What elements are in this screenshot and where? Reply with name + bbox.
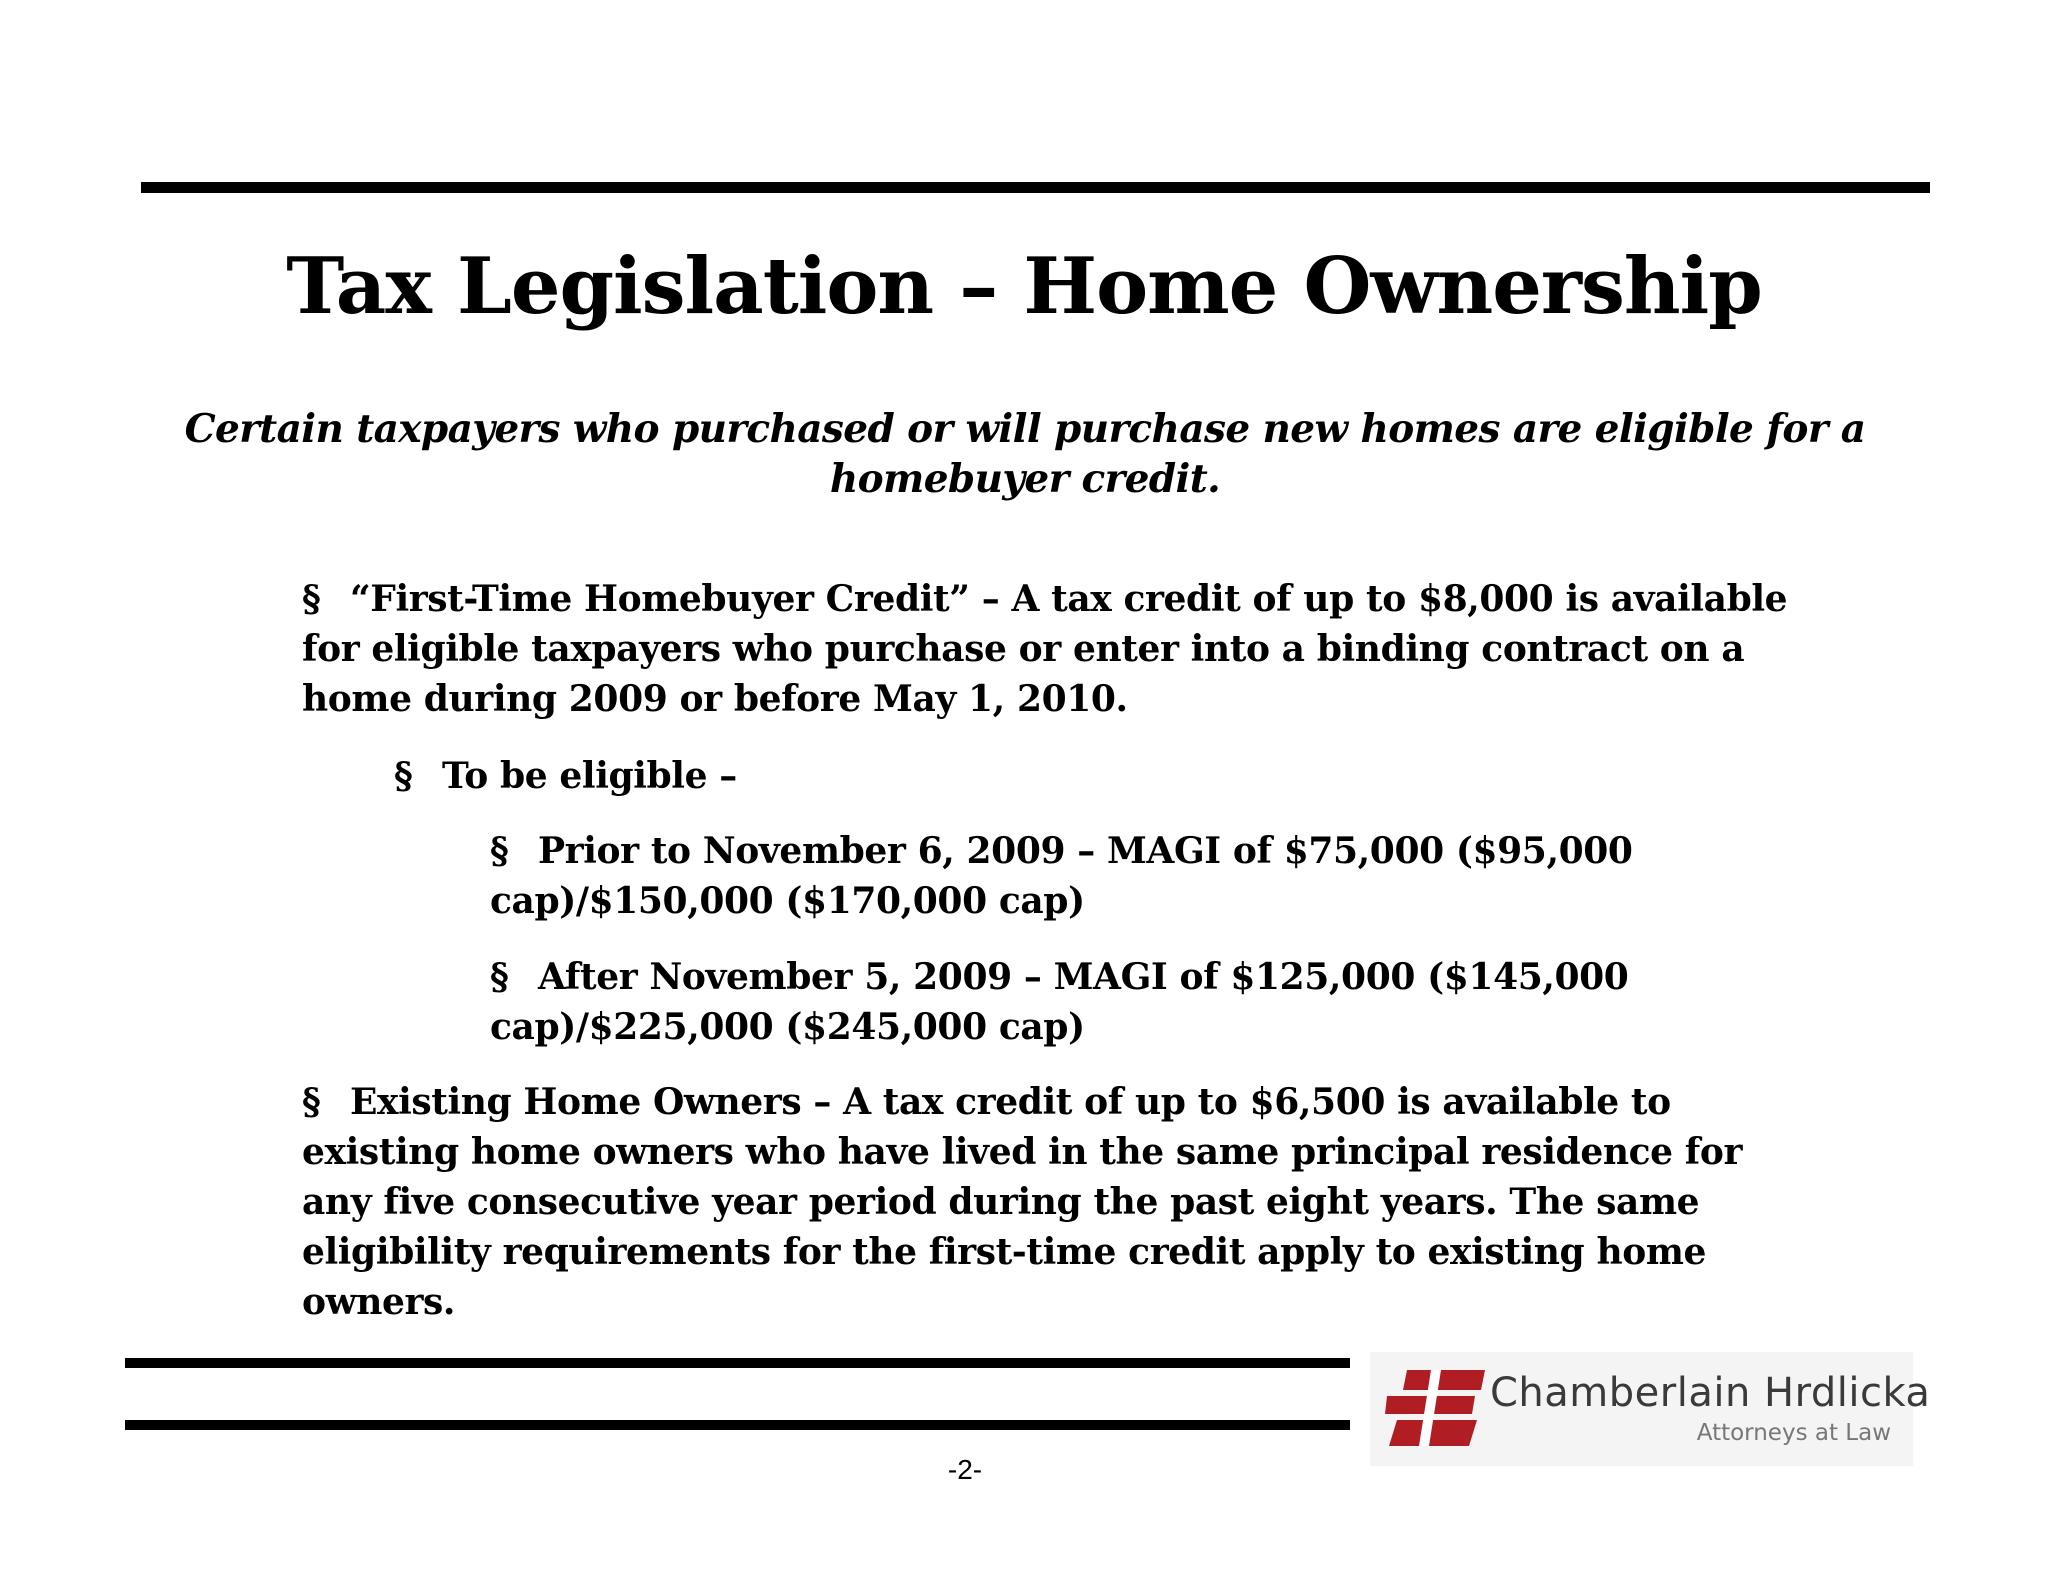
bullet-text: After November 5, 2009 – MAGI of $125,000 ($145,000 cap)/$225,000 ($245,000 cap) <box>490 956 1629 1048</box>
bullet-eligibility <box>394 751 994 801</box>
bullet-marker: § <box>490 956 509 998</box>
bullet-text: To be eligible – <box>442 755 737 797</box>
firm-logo <box>1370 1352 1931 1466</box>
bullet-marker: § <box>302 578 321 620</box>
bullet-existing-home-owners <box>302 1077 1802 1327</box>
bullet-prior-nov-6 <box>490 826 1870 926</box>
bullet-text: Existing Home Owners – A tax credit of up to $6,500 is available to existing home owners who have lived in the same principal residence for any five consecutive year period during the past eight years. The same eligibility requirements for the first-time credit apply to existing home owners. <box>302 1081 1743 1323</box>
bullet-marker: § <box>490 830 509 872</box>
bullet-marker: § <box>302 1081 321 1123</box>
logo-mark-icon <box>1385 1366 1485 1450</box>
top-rule <box>141 182 1930 193</box>
logo-tagline: Attorneys at Law <box>1696 1420 1891 1446</box>
bullet-text: “First-Time Homebuyer Credit” – A tax credit of up to $8,000 is available for eligible taxpayers who purchase or enter into a binding contract on a home during 2009 or before May 1, 2010. <box>302 578 1788 720</box>
bullet-after-nov-5 <box>490 952 1870 1052</box>
bullet-first-time-homebuyer <box>302 574 1842 724</box>
page-number: -2- <box>947 1454 983 1485</box>
bullet-text: Prior to November 6, 2009 – MAGI of $75,000 ($95,000 cap)/$150,000 ($170,000 cap) <box>490 830 1633 922</box>
bullet-marker: § <box>394 755 413 797</box>
footer-rule-lower <box>125 1420 1350 1430</box>
subtitle: Certain taxpayers who purchased or will purchase new homes are eligible for a homebuyer credit. <box>184 406 1866 502</box>
footer-rule-upper <box>125 1358 1350 1368</box>
logo-name: Chamberlain Hrdlicka <box>1490 1370 1931 1416</box>
page-title: Tax Legislation – Home Ownership <box>286 241 1762 332</box>
